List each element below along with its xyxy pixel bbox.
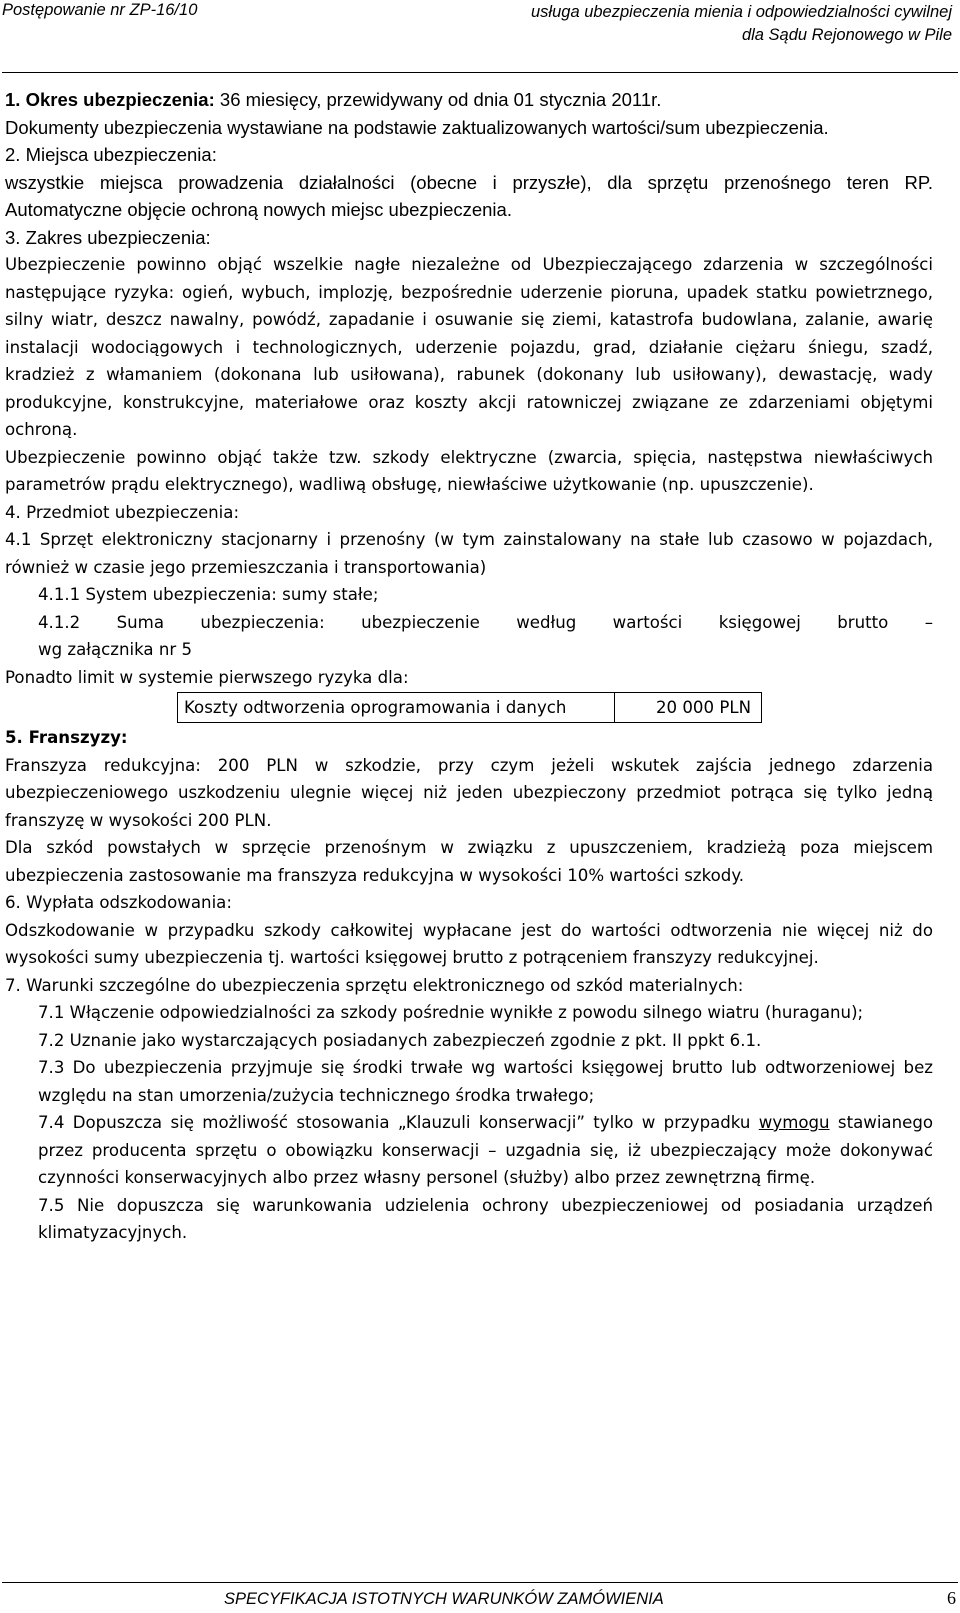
- section-4-1: 4.1 Sprzęt elektroniczny stacjonarny i przenośny (w tym zainstalowany na stałe lub czasowo w pojazdach, również w czasie jego przemieszczania i transportowania): [5, 530, 933, 577]
- page-header: [0, 0, 960, 70]
- section-1-number: 1.: [5, 89, 26, 110]
- header-service-line1: usługa ubezpieczenia mienia i odpowiedzialności cywilnej: [531, 3, 952, 21]
- footer-rule: [2, 1582, 958, 1583]
- section-7-3: 7.3 Do ubezpieczenia przyjmuje się środki trwałe wg wartości księgowej brutto lub odtworzeniowej bez względu na stan umorzenia/zużycia technicznego środka trwałego;: [38, 1058, 933, 1105]
- header-service: [531, 1, 952, 47]
- section-7-5: 7.5 Nie dopuszcza się warunkowania udzielenia ochrony ubezpieczeniowej od posiadania urządzeń klimatyzacyjnych.: [38, 1195, 933, 1242]
- header-procedure-number: Postępowanie nr ZP-16/10: [2, 1, 198, 19]
- section-7-2: 7.2 Uznanie jako wystarczających posiadanych zabezpieczeń zgodnie z pkt. II ppkt 6.1.: [38, 1030, 762, 1050]
- section-7-4-underlined: wymogu: [758, 1113, 830, 1132]
- page-number: 6: [947, 1588, 956, 1608]
- section-5-title: 5. Franszyzy:: [5, 728, 128, 747]
- section-3-heading: 3. Zakres ubezpieczenia:: [5, 226, 211, 248]
- section-7-4: [5, 1109, 933, 1192]
- limit-value-cell: 20 000 PLN: [615, 693, 762, 723]
- section-1-title: Okres ubezpieczenia:: [25, 89, 215, 110]
- footer-title: SPECYFIKACJA ISTOTNYCH WARUNKÓW ZAMÓWIENIA: [224, 1590, 664, 1608]
- page-footer: [0, 1578, 960, 1613]
- header-service-line2: dla Sądu Rejonowego w Pile: [741, 26, 952, 44]
- document-body: [5, 86, 933, 1247]
- limit-table: [177, 692, 762, 723]
- section-7-4-part-a: 7.4 Dopuszcza się możliwość stosowania „Klauzuli konserwacji” tylko w przypadku: [38, 1113, 759, 1132]
- limit-item-cell: Koszty odtworzenia oprogramowania i danych: [178, 693, 615, 723]
- section-7-4-part-b: stawianego przez producenta sprzętu o obowiązku konserwacji – uzgadnia się, iż ubezpieczający może dokonywać czynności konserwacyjnych albo przez własny personel (służby) albo przez zewnętrzną firmę.: [38, 1113, 934, 1187]
- section-6-paragraph: Odszkodowanie w przypadku szkody całkowitej wypłacane jest do wartości odtworzenia nie więcej niż do wysokości sumy ubezpieczenia tj. wartości księgowej brutto z potrąceniem franszyzy redukcyjnej.: [5, 920, 933, 967]
- section-1-documents: Dokumenty ubezpieczenia wystawiane na podstawie zaktualizowanych wartości/sum ubezpieczenia.: [5, 116, 829, 138]
- section-3-paragraph-2: Ubezpieczenie powinno objąć także tzw. szkody elektryczne (zwarcia, spięcia, następstwa niewłaściwych parametrów prądu elektrycznego), wadliwą obsługę, niewłaściwe użytkowanie (np. upuszczenie).: [5, 447, 933, 494]
- section-5-paragraph-2: Dla szkód powstałych w sprzęcie przenośnym w związku z upuszczeniem, kradzieżą poza miejscem ubezpieczenia zastosowanie ma franszyza redukcyjna w wysokości 10% wartości szkody.: [5, 838, 933, 885]
- section-4-1-1: 4.1.1 System ubezpieczenia: sumy stałe;: [38, 585, 379, 604]
- section-5-heading: [5, 724, 933, 752]
- section-4-1-2-cont: wg załącznika nr 5: [38, 640, 193, 659]
- section-7-heading: 7. Warunki szczególne do ubezpieczenia sprzętu elektronicznego od szkód materialnych:: [5, 975, 744, 995]
- section-5-paragraph-1: Franszyza redukcyjna: 200 PLN w szkodzie, przy czym jeżeli wskutek zajścia jednego zdarzenia ubezpieczeniowego uszkodzeniu ulegnie więcej niż jeden ubezpieczony przedmiot potrąca się tylko jedną franszyzę w wysokości 200 PLN.: [5, 755, 933, 830]
- section-4-heading: 4. Przedmiot ubezpieczenia:: [5, 502, 240, 522]
- limit-intro: Ponadto limit w systemie pierwszego ryzyka dla:: [5, 667, 409, 687]
- header-rule: [2, 72, 958, 73]
- section-7-1: 7.1 Włączenie odpowiedzialności za szkody pośrednie wynikłe z powodu silnego wiatru (huraganu);: [38, 1003, 864, 1022]
- section-1-text: 36 miesięcy, przewidywany od dnia 01 stycznia 2011r.: [214, 89, 662, 110]
- section-6-heading: 6. Wypłata odszkodowania:: [5, 893, 232, 912]
- section-4-1-2: 4.1.2 Suma ubezpieczenia: ubezpieczenie według wartości księgowej brutto –: [38, 612, 933, 632]
- section-2-heading: 2. Miejsca ubezpieczenia:: [5, 144, 217, 165]
- table-row: [178, 693, 762, 723]
- section-2-text: wszystkie miejsca prowadzenia działalności (obecne i przyszłe), dla sprzętu przenośnego teren RP. Automatyczne objęcie ochroną nowych miejsc ubezpieczenia.: [5, 171, 933, 220]
- section-3-paragraph-1: Ubezpieczenie powinno objąć wszelkie nagłe niezależne od Ubezpieczającego zdarzenia w szczególności następujące ryzyka: ogień, wybuch, implozję, bezpośrednie uderzenie pioruna, upadek statku powietrznego, silny wiatr, deszcz nawalny, powódź, zapadanie i osuwanie się ziemi, katastrofa budowlana, zalanie, awarię instalacji wodociągowych i technologicznych, uderzenie pojazdu, grad, działanie ciężaru śniegu, szadź, kradzież z włamaniem (dokonana lub usiłowana), rabunek (dokonany lub usiłowany), dewastację, wady produkcyjne, konstrukcyjne, materiałowe oraz koszty akcji ratowniczej związane ze zdarzeniami objętymi ochroną.: [5, 255, 933, 439]
- section-1-paragraph: [5, 86, 933, 114]
